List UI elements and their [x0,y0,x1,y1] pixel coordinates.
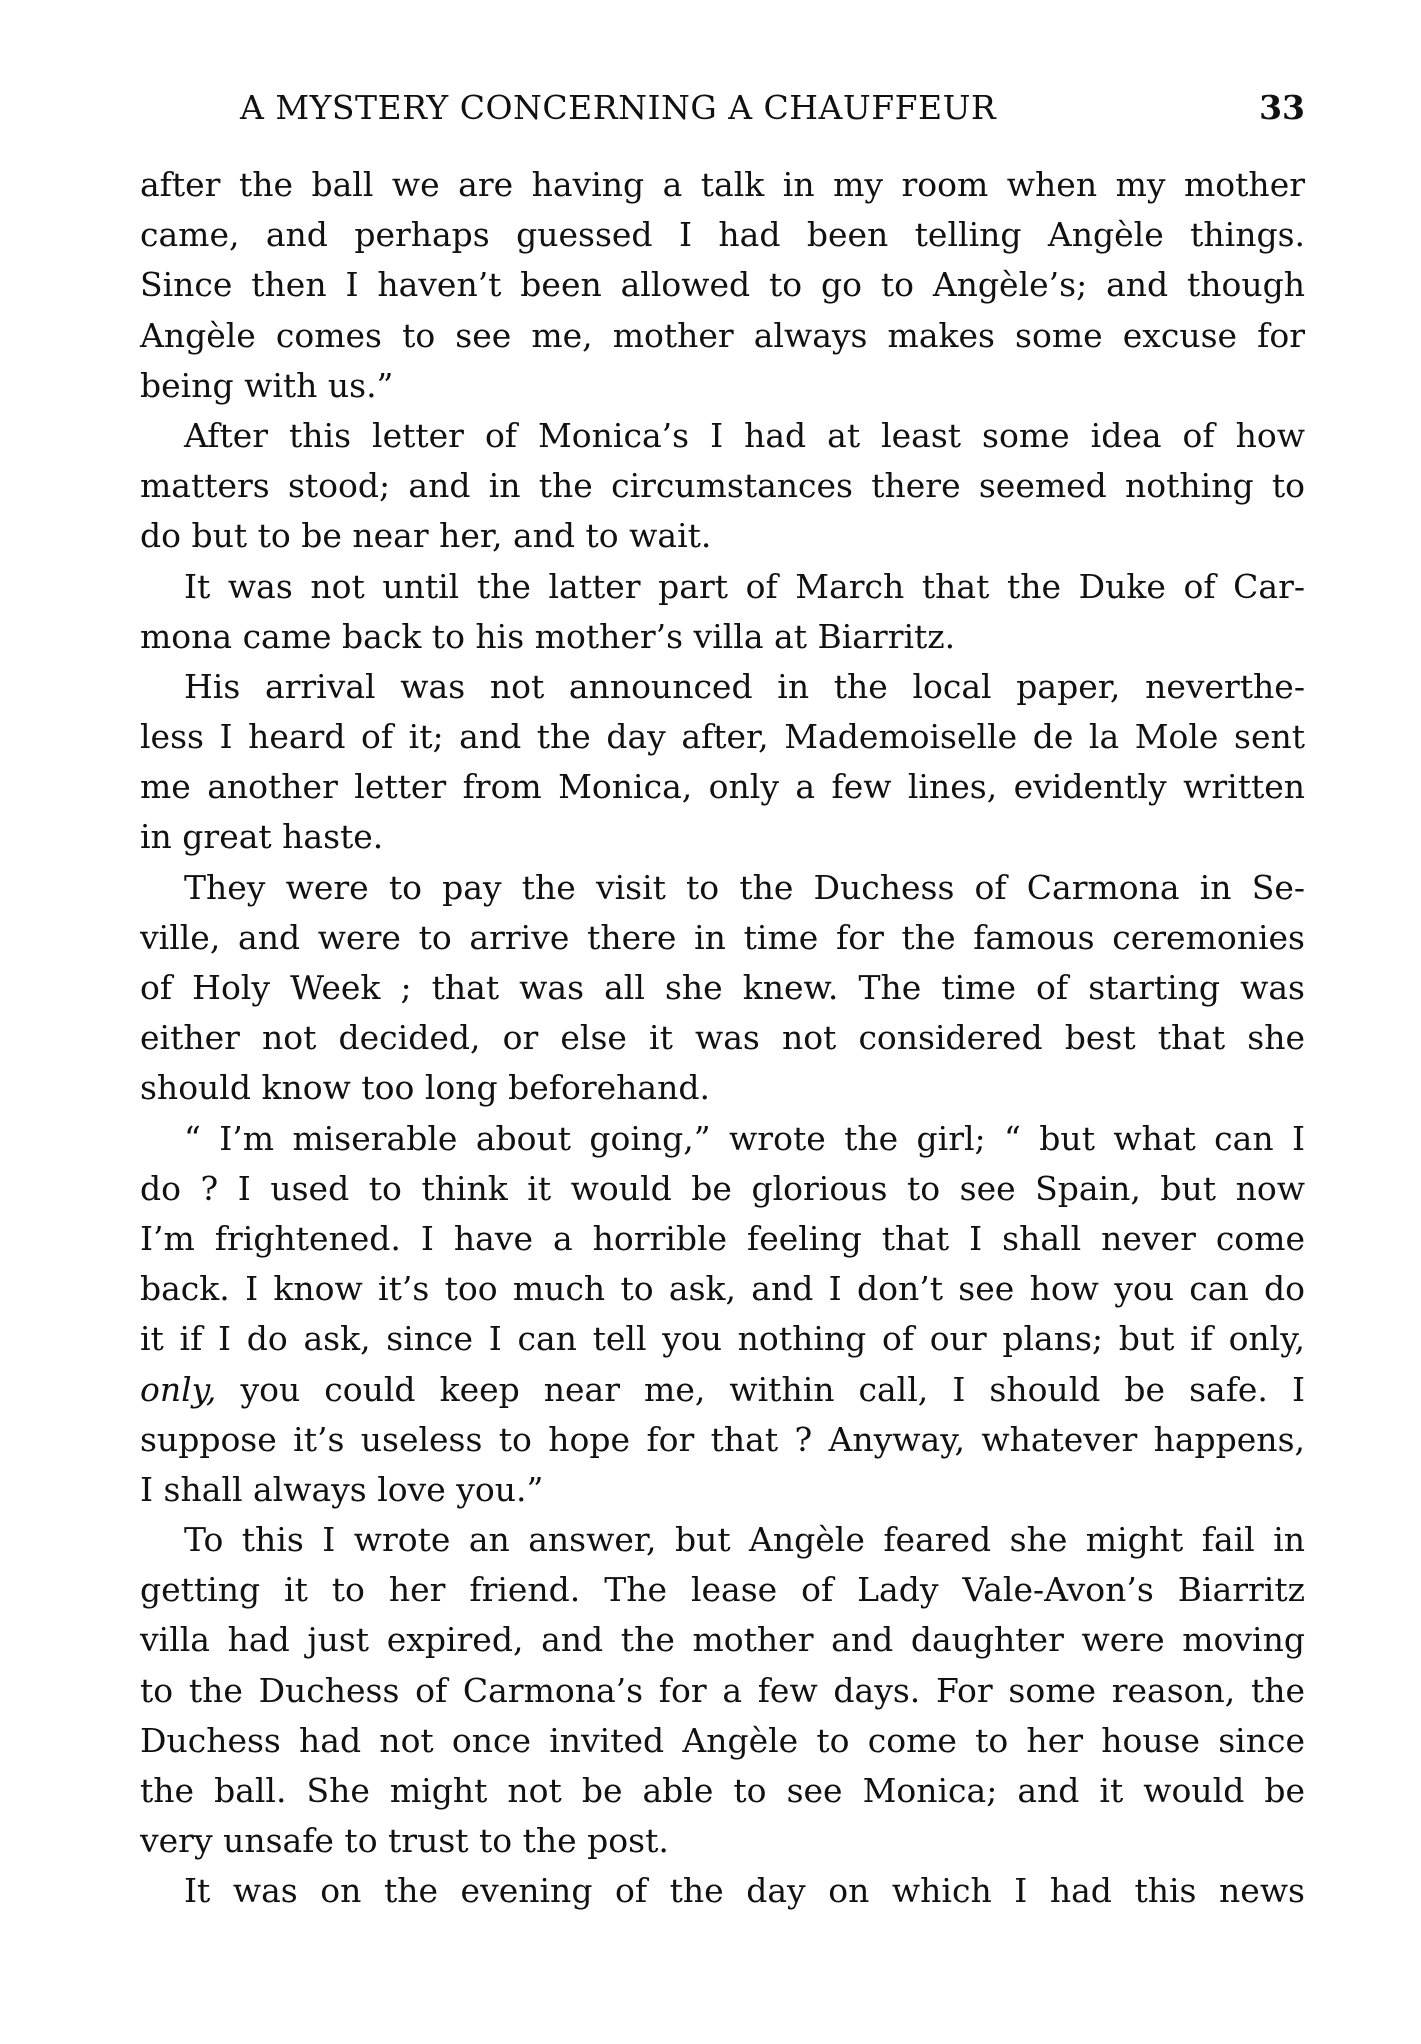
text-line-rest: you could keep near me, within call, I should be safe. I [216,1369,1305,1409]
text-line: to the Duchess of Carmona’s for a few days. For some reason, the [140,1670,1305,1710]
text-line: Duchess had not once invited Angèle to come to her house since [140,1720,1305,1760]
text-line: it if I do ask, since I can tell you nothing of our plans; but if only, [140,1319,1305,1359]
running-title: A MYSTERY CONCERNING A CHAUFFEUR [240,88,997,127]
text-line: do ? I used to think it would be glorious to see Spain, but now [140,1168,1305,1208]
text-line: very unsafe to trust to the post. [140,1821,669,1861]
text-line: being with us.” [140,365,394,405]
text-line: Angèle comes to see me, mother always makes some excuse for [140,315,1305,355]
text-line: mona came back to his mother’s villa at Biarritz. [140,616,956,656]
text-line: I’m frightened. I have a horrible feeling that I shall never come [140,1218,1305,1258]
text-line: after the ball we are having a talk in my room when my mother [140,165,1305,204]
text-line: less I heard of it; and the day after, Mademoiselle de la Mole sent [140,717,1305,757]
text-line: me another letter from Monica, only a few lines, evidently written [140,767,1305,807]
text-line: should know too long beforehand. [140,1068,710,1108]
text-line: either not decided, or else it was not considered best that she [140,1018,1305,1058]
text-line: getting it to her friend. The lease of Lady Vale-Avon’s Biarritz [140,1570,1305,1610]
text-line: do but to be near her, and to wait. [140,516,712,556]
text-line: matters stood; and in the circumstances there seemed nothing to [140,466,1305,506]
body-text [140,160,1305,1917]
text-line: ville, and were to arrive there in time for the famous ceremonies [140,917,1305,957]
italic-emphasis: only, [140,1369,217,1409]
text-line: It was on the evening of the day on which I had this news [184,1871,1305,1911]
text-line: After this letter of Monica’s I had at least some idea of how [184,415,1305,455]
text-line: Since then I haven’t been allowed to go to Angèle’s; and though [140,265,1305,305]
text-line: It was not until the latter part of March that the Duke of Car- [184,566,1305,606]
text-line: They were to pay the visit to the Duchess of Carmona in Se- [184,867,1305,907]
text-line: suppose it’s useless to hope for that ? Anyway, whatever happens, [140,1419,1305,1459]
text-line: the ball. She might not be able to see Monica; and it would be [140,1771,1305,1810]
running-head [140,88,1305,134]
text-line: His arrival was not announced in the local paper, neverthe- [184,666,1305,706]
text-line: came, and perhaps guessed I had been telling Angèle things. [140,215,1305,255]
text-line: back. I know it’s too much to ask, and I don’t see how you can do [140,1269,1305,1309]
text-line: I shall always love you.” [140,1469,544,1509]
text-line: villa had just expired, and the mother and daughter were moving [140,1620,1305,1660]
text-line: “ I’m miserable about going,” wrote the girl; “ but what can I [184,1118,1305,1158]
text-line [140,1365,1305,1415]
text-line: in great haste. [140,817,384,857]
page-number: 33 [1259,88,1305,127]
text-line: of Holy Week ; that was all she knew. The time of starting was [140,968,1305,1007]
text-line: To this I wrote an answer, but Angèle feared she might fail in [184,1520,1305,1560]
